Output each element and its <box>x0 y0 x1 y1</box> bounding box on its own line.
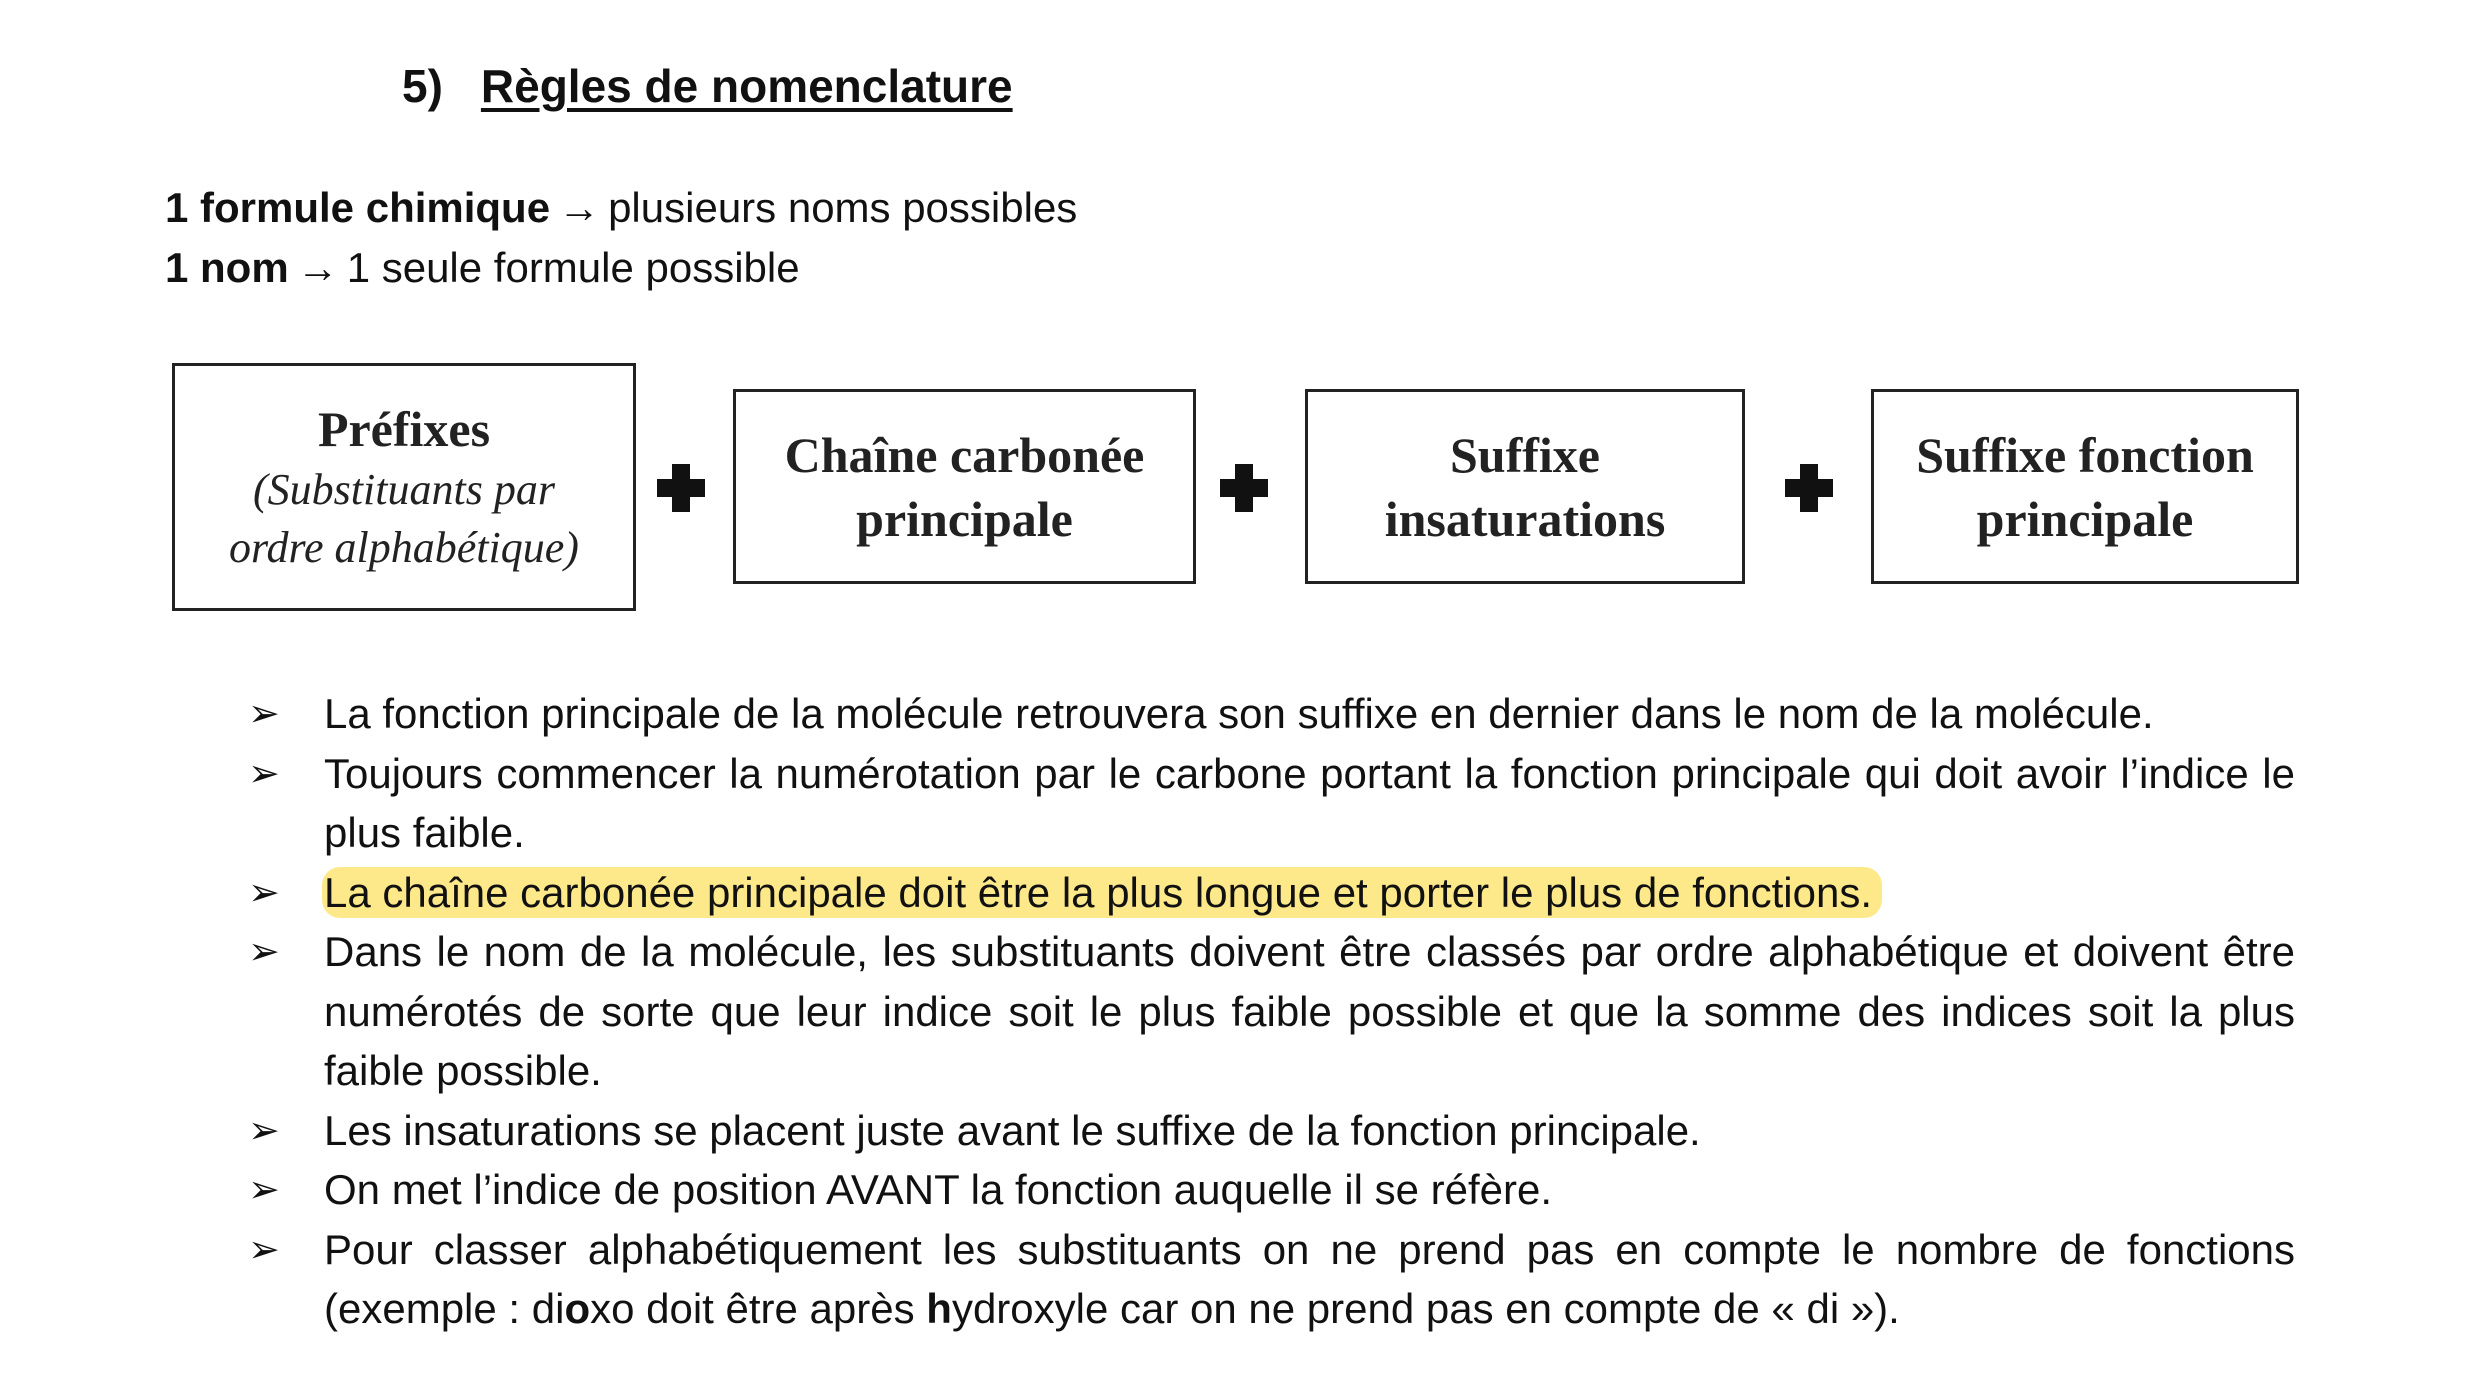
rule-text-part: ydroxyle car on ne prend pas en compte de « di »). <box>951 1285 1900 1332</box>
list-item <box>240 863 2295 923</box>
plus-icon <box>1785 464 1833 512</box>
arrow-bullet-icon: ➢ <box>248 691 280 735</box>
list-item <box>240 684 2295 744</box>
chain-line2: principale <box>856 490 1073 547</box>
rule-bold-letter: o <box>564 1285 591 1332</box>
list-item <box>240 922 2295 1101</box>
section-number: 5) <box>402 60 443 112</box>
unsat-line1: Suffixe <box>1450 426 1600 483</box>
list-item <box>240 1101 2295 1161</box>
list-item <box>240 1160 2295 1220</box>
chain-line1: Chaîne carbonée <box>784 426 1145 483</box>
intro-bold: 1 formule chimique <box>165 184 551 231</box>
rule-text-part: Pour classer alphabétiquement les substituants on ne prend pas en compte le nombre de fonctions (exemple : di <box>324 1225 2295 1332</box>
rule-text: Dans le nom de la molécule, les substituants doivent être classés par ordre alphabétique et doivent être numérotés de sorte que leur indice soit le plus faible possible et que la somme des indices soit la plus faible possible. <box>324 928 2295 1094</box>
rule-bold-letter: h <box>926 1285 952 1332</box>
prefixes-title: Préfixes <box>317 401 491 457</box>
arrow-icon: → <box>296 244 339 291</box>
section-title: Règles de nomenclature <box>480 60 1013 112</box>
arrow-bullet-icon: ➢ <box>248 750 280 795</box>
arrow-bullet-icon: ➢ <box>248 1107 280 1152</box>
intro-bold: 1 nom <box>165 244 289 291</box>
rule-text: La fonction principale de la molécule retrouvera son suffixe en dernier dans le nom de la molécule. <box>324 690 2154 737</box>
intro-rest: plusieurs noms possibles <box>608 184 1078 231</box>
arrow-bullet-icon: ➢ <box>248 869 280 914</box>
list-item <box>240 1220 2295 1339</box>
rules-list <box>240 684 2295 1339</box>
prefixes-box <box>172 363 636 611</box>
rule-text: Les insaturations se placent juste avant le suffixe de la fonction principale. <box>324 1106 1701 1154</box>
arrow-icon: → <box>558 184 601 231</box>
function-line1: Suffixe fonction <box>1916 426 2254 483</box>
unsat-line2: insaturations <box>1384 490 1666 547</box>
intro-rest: 1 seule formule possible <box>346 244 800 291</box>
rule-text: Toujours commencer la numérotation par le carbone portant la fonction principale qui doit avoir l’indice le plus faible. <box>324 749 2295 856</box>
arrow-bullet-icon: ➢ <box>248 1167 280 1211</box>
function-line2: principale <box>1976 490 2194 547</box>
list-item <box>240 744 2295 863</box>
main-function-suffix-box <box>1871 389 2299 584</box>
arrow-bullet-icon: ➢ <box>248 1226 280 1271</box>
section-heading <box>402 56 1013 116</box>
rule-text: On met l’indice de position AVANT la fonction auquelle il se réfère. <box>324 1166 1553 1213</box>
rule-text-part: xo doit être après <box>590 1285 927 1332</box>
main-chain-box <box>733 389 1196 584</box>
plus-icon <box>657 464 705 512</box>
arrow-bullet-icon: ➢ <box>248 929 280 973</box>
prefixes-sub-line2: ordre alphabétique) <box>229 523 579 572</box>
unsaturation-suffix-box <box>1305 389 1745 584</box>
intro-line-formula <box>165 180 1077 236</box>
prefixes-sub-line1: (Substituants par <box>253 465 555 514</box>
intro-line-name <box>165 240 800 296</box>
highlighted-rule-text: La chaîne carbonée principale doit être la plus longue et porter le plus de fonctions. <box>322 867 1882 918</box>
plus-icon <box>1220 464 1268 512</box>
